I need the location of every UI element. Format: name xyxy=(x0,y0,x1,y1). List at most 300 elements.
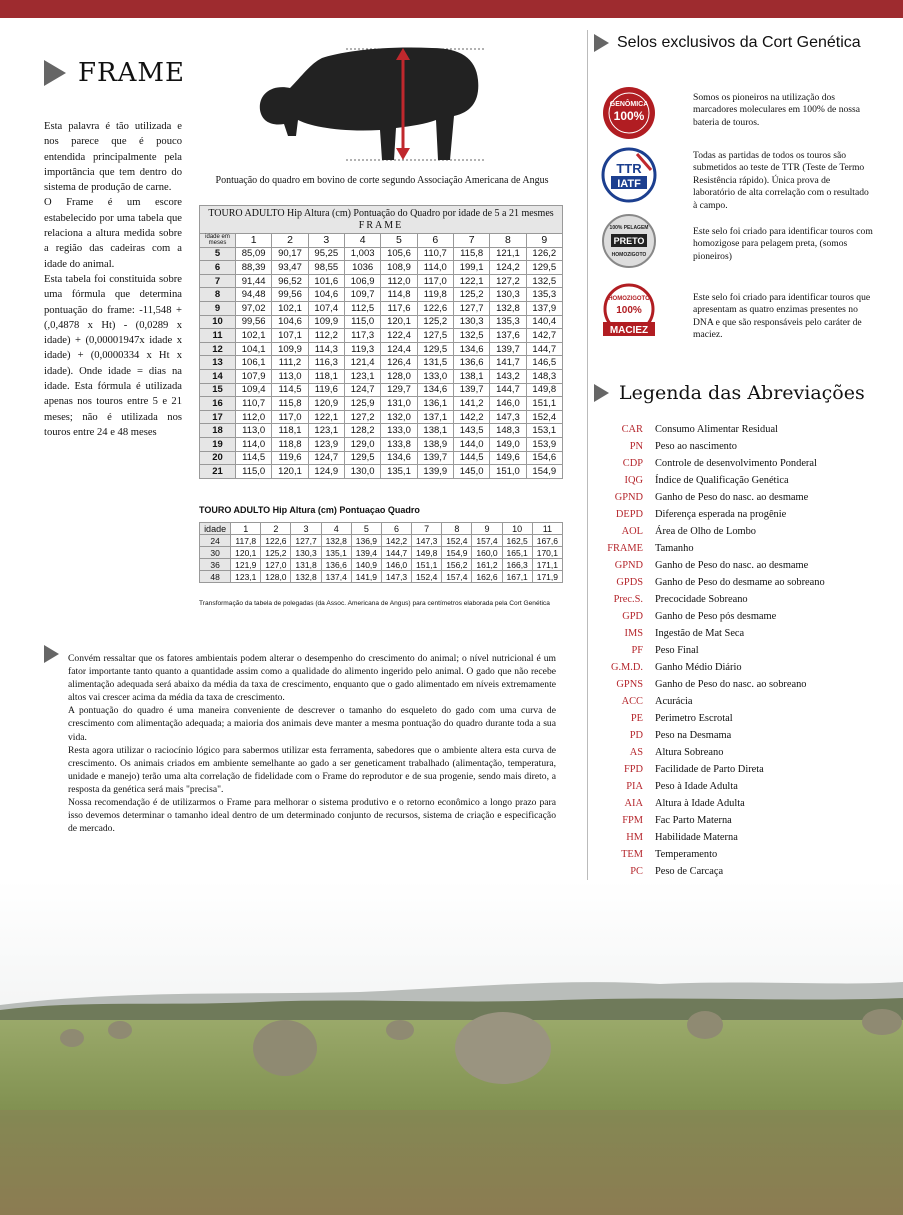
height-cell: 117,0 xyxy=(272,410,308,424)
legend-abbreviation: PIA xyxy=(626,781,643,792)
age-cell: 20 xyxy=(200,451,236,465)
table-row xyxy=(200,465,563,479)
frame-score-header: 3 xyxy=(291,523,321,535)
legend-item xyxy=(590,829,890,846)
table-row xyxy=(200,437,563,451)
legend-item xyxy=(590,778,890,795)
frame-score-header: 6 xyxy=(417,234,453,248)
height-cell: 137,6 xyxy=(490,329,526,343)
height-cell: 99,56 xyxy=(236,315,272,329)
legend-abbreviation: DEPD xyxy=(615,509,643,520)
height-cell: 107,9 xyxy=(236,369,272,383)
age-cell: 12 xyxy=(200,342,236,356)
height-cell: 124,9 xyxy=(308,465,344,479)
table-row xyxy=(200,315,563,329)
table-row xyxy=(200,571,563,583)
height-cell: 109,9 xyxy=(272,342,308,356)
legend-item xyxy=(590,659,890,676)
table1-subtitle: FRAME xyxy=(358,220,404,231)
seal-description: Todas as partidas de todos os touros são submetidos ao teste de TTR (Teste de Termo Resistência rápido). Única prova de laboratório de alta correlação com o resultado à campo. xyxy=(693,150,869,211)
height-cell: 98,55 xyxy=(308,261,344,275)
legend-description: Consumo Alimentar Residual xyxy=(655,424,778,435)
age-cell: 21 xyxy=(200,465,236,479)
height-cell: 132,0 xyxy=(381,410,417,424)
height-cell: 123,1 xyxy=(344,369,380,383)
legend-abbreviation: HM xyxy=(626,832,643,843)
legend-description: Peso na Desmama xyxy=(655,730,732,741)
height-cell: 135,1 xyxy=(381,465,417,479)
height-cell: 120,1 xyxy=(231,547,261,559)
selos-heading xyxy=(594,34,861,52)
height-cell: 130,0 xyxy=(344,465,380,479)
height-cell: 122,6 xyxy=(261,535,291,547)
seal-top-text: TTR xyxy=(616,161,642,176)
age-cell: 15 xyxy=(200,383,236,397)
height-cell: 122,6 xyxy=(417,301,453,315)
age-cell: 19 xyxy=(200,437,236,451)
legend-abbreviation: FPM xyxy=(622,815,643,826)
height-cell: 117,6 xyxy=(381,301,417,315)
height-cell: 119,6 xyxy=(308,383,344,397)
height-cell: 1,003 xyxy=(344,247,380,261)
seal-main-text: 100% xyxy=(616,305,642,316)
height-cell: 139,7 xyxy=(490,342,526,356)
height-cell: 152,4 xyxy=(526,410,562,424)
height-cell: 115,8 xyxy=(272,397,308,411)
legenda-list xyxy=(590,421,890,914)
height-cell: 133,0 xyxy=(417,369,453,383)
table-row xyxy=(200,356,563,370)
legend-description: Área de Olho de Lombo xyxy=(655,526,756,537)
height-cell: 137,9 xyxy=(526,301,562,315)
height-cell: 123,9 xyxy=(308,437,344,451)
legend-abbreviation: FRAME xyxy=(607,543,643,554)
legend-abbreviation: GPND xyxy=(614,560,643,571)
age-cell: 9 xyxy=(200,301,236,315)
table-row xyxy=(200,301,563,315)
height-cell: 119,6 xyxy=(272,451,308,465)
triangle-bullet-icon xyxy=(594,384,609,402)
height-cell: 125,2 xyxy=(261,547,291,559)
height-cell: 124,2 xyxy=(490,261,526,275)
height-cell: 108,9 xyxy=(381,261,417,275)
height-cell: 161,2 xyxy=(472,559,502,571)
height-cell: 134,6 xyxy=(453,342,489,356)
legend-item xyxy=(590,863,890,880)
height-cell: 124,7 xyxy=(344,383,380,397)
legend-description: Peso à Idade Adulta xyxy=(655,781,738,792)
age-cell: 6 xyxy=(200,261,236,275)
height-cell: 144,0 xyxy=(453,437,489,451)
legend-item xyxy=(590,727,890,744)
height-cell: 97,02 xyxy=(236,301,272,315)
body-paragraph: Nossa recomendação é de utilizarmos o Frame para melhorar o sistema produtivo e o retorno econômico a longo prazo para isso devemos determinar o tamanho ideal dentro de um determinado conjunto de recursos, sistema de criação e especificação de mercado. xyxy=(68,797,556,835)
height-cell: 127,2 xyxy=(344,410,380,424)
height-cell: 112,0 xyxy=(381,274,417,288)
height-cell: 127,7 xyxy=(291,535,321,547)
age-cell: 5 xyxy=(200,247,236,261)
height-cell: 147,3 xyxy=(412,535,442,547)
age-cell: 30 xyxy=(200,547,231,559)
height-cell: 109,4 xyxy=(236,383,272,397)
table-row xyxy=(200,547,563,559)
height-cell: 135,1 xyxy=(321,547,351,559)
legend-description: Ganho de Peso do nasc. ao sobreano xyxy=(655,679,807,690)
height-cell: 114,8 xyxy=(381,288,417,302)
legend-abbreviation: GPD xyxy=(622,611,643,622)
legend-description: Precocidade Sobreano xyxy=(655,594,748,605)
frame-score-header: 8 xyxy=(442,523,472,535)
frame-score-header: 8 xyxy=(490,234,526,248)
height-cell: 116,3 xyxy=(308,356,344,370)
legend-description: Índice de Qualificação Genética xyxy=(655,475,789,486)
cow-silhouette-icon xyxy=(250,36,490,171)
height-cell: 95,25 xyxy=(308,247,344,261)
height-cell: 138,1 xyxy=(417,424,453,438)
legend-item xyxy=(590,421,890,438)
legend-item xyxy=(590,574,890,591)
table2-note: Transformação da tabela de polegadas (da Assoc. Americana de Angus) para centímetros elaborada pela Cort Genética xyxy=(199,600,550,607)
legend-description: Diferença esperada na progênie xyxy=(655,509,787,520)
frame-score-header: 10 xyxy=(502,523,532,535)
height-cell: 88,39 xyxy=(236,261,272,275)
legenda-heading xyxy=(594,382,865,404)
frame-score-header: 5 xyxy=(351,523,381,535)
height-cell: 129,7 xyxy=(381,383,417,397)
height-cell: 104,1 xyxy=(236,342,272,356)
body-paragraph: A pontuação do quadro é uma maneira conveniente de descrever o tamanho do esqueleto do gado com uma curva de crescimento com alimentação adequada; a maioria dos animais deve manter a mesma pontuação do quadro durante toda a sua vida. xyxy=(68,705,556,743)
legend-description: Peso de Carcaça xyxy=(655,866,724,877)
legend-abbreviation: PN xyxy=(629,441,643,452)
height-cell: 129,5 xyxy=(344,451,380,465)
legend-item xyxy=(590,540,890,557)
frame-score-header: 5 xyxy=(381,234,417,248)
table-row xyxy=(200,535,563,547)
height-cell: 136,9 xyxy=(351,535,381,547)
height-cell: 151,1 xyxy=(526,397,562,411)
height-cell: 128,0 xyxy=(381,369,417,383)
height-cell: 149,8 xyxy=(412,547,442,559)
legend-item xyxy=(590,676,890,693)
seal-bottom-text: MACIEZ xyxy=(609,325,649,336)
height-cell: 126,4 xyxy=(381,356,417,370)
height-cell: 144,7 xyxy=(526,342,562,356)
height-cell: 114,0 xyxy=(236,437,272,451)
height-cell: 142,2 xyxy=(453,410,489,424)
legend-item xyxy=(590,557,890,574)
height-cell: 111,2 xyxy=(272,356,308,370)
height-cell: 143,5 xyxy=(453,424,489,438)
height-cell: 140,4 xyxy=(526,315,562,329)
legend-description: Altura à Idade Adulta xyxy=(655,798,745,809)
height-cell: 141,9 xyxy=(351,571,381,583)
hay-field-photo xyxy=(0,880,903,1215)
height-cell: 167,6 xyxy=(532,535,562,547)
height-cell: 112,2 xyxy=(308,329,344,343)
age-cell: 8 xyxy=(200,288,236,302)
legend-item xyxy=(590,625,890,642)
height-cell: 135,3 xyxy=(526,288,562,302)
height-cell: 115,0 xyxy=(236,465,272,479)
height-cell: 123,1 xyxy=(308,424,344,438)
frame-score-header: 11 xyxy=(532,523,562,535)
legend-item xyxy=(590,795,890,812)
height-cell: 125,2 xyxy=(453,288,489,302)
height-cell: 94,48 xyxy=(236,288,272,302)
legend-abbreviation: CDP xyxy=(622,458,643,469)
height-cell: 139,7 xyxy=(417,451,453,465)
legend-abbreviation: AS xyxy=(629,747,643,758)
height-cell: 104,6 xyxy=(272,315,308,329)
height-cell: 154,9 xyxy=(442,547,472,559)
triangle-bullet-icon xyxy=(594,34,609,52)
height-cell: 129,5 xyxy=(417,342,453,356)
seal-main-text: IATF xyxy=(617,178,641,190)
height-cell: 134,6 xyxy=(381,451,417,465)
triangle-bullet-icon xyxy=(44,60,66,86)
frame-score-header: 2 xyxy=(272,234,308,248)
legend-description: Fac Parto Materna xyxy=(655,815,732,826)
height-cell: 162,5 xyxy=(502,535,532,547)
genomica-seal-icon xyxy=(597,84,661,142)
frame-intro xyxy=(44,119,182,440)
frame-score-header: 9 xyxy=(526,234,562,248)
height-cell: 126,2 xyxy=(526,247,562,261)
height-cell: 130,3 xyxy=(453,315,489,329)
height-cell: 110,7 xyxy=(236,397,272,411)
height-cell: 133,8 xyxy=(381,437,417,451)
height-cell: 171,1 xyxy=(532,559,562,571)
legend-item xyxy=(590,761,890,778)
seal-description: Este selo foi criado para identificar touros com homozigose para pelagem preta, (somos pioneiros) xyxy=(693,226,873,262)
height-cell: 147,3 xyxy=(381,571,411,583)
frame-score-header: 4 xyxy=(344,234,380,248)
height-cell: 134,6 xyxy=(417,383,453,397)
height-cell: 139,9 xyxy=(417,465,453,479)
legend-item xyxy=(590,846,890,863)
top-color-bar xyxy=(0,0,903,18)
seal-main-text: 100% xyxy=(613,109,645,123)
height-cell: 120,9 xyxy=(308,397,344,411)
height-cell: 124,4 xyxy=(381,342,417,356)
legend-description: Ganho de Peso pós desmame xyxy=(655,611,777,622)
age-cell: 17 xyxy=(200,410,236,424)
height-cell: 125,2 xyxy=(417,315,453,329)
height-cell: 121,9 xyxy=(231,559,261,571)
intro-paragraph: Esta palavra é tão utilizada e nos parece que é pouco entendida principalmente pela importância que tem dentro do sistema de produção de carne. xyxy=(44,121,182,194)
height-cell: 104,6 xyxy=(308,288,344,302)
table-row xyxy=(200,559,563,571)
height-cell: 141,7 xyxy=(490,356,526,370)
height-cell: 157,4 xyxy=(472,535,502,547)
seal-main-text: PRETO xyxy=(613,236,645,246)
legend-abbreviation: GPNS xyxy=(616,679,643,690)
height-cell: 141,2 xyxy=(453,397,489,411)
height-cell: 153,1 xyxy=(526,424,562,438)
legend-abbreviation: AOL xyxy=(621,526,643,537)
height-cell: 149,8 xyxy=(526,383,562,397)
height-cell: 146,0 xyxy=(490,397,526,411)
legenda-title: Legenda das Abreviações xyxy=(619,382,865,404)
age-cell: 10 xyxy=(200,315,236,329)
legend-abbreviation: Prec.S. xyxy=(613,594,643,605)
age-cell: 13 xyxy=(200,356,236,370)
table-row xyxy=(200,274,563,288)
height-cell: 128,0 xyxy=(261,571,291,583)
height-cell: 146,0 xyxy=(381,559,411,571)
legend-item xyxy=(590,710,890,727)
height-cell: 151,0 xyxy=(490,465,526,479)
height-cell: 110,7 xyxy=(417,247,453,261)
height-cell: 114,0 xyxy=(417,261,453,275)
height-cell: 139,4 xyxy=(351,547,381,559)
height-cell: 154,9 xyxy=(526,465,562,479)
ttr-iatf-seal-icon xyxy=(597,146,661,204)
height-cell: 156,2 xyxy=(442,559,472,571)
legend-description: Peso Final xyxy=(655,645,699,656)
height-cell: 130,3 xyxy=(490,288,526,302)
table1-caption xyxy=(199,205,563,233)
frame-table-adult xyxy=(199,522,563,583)
height-cell: 199,1 xyxy=(453,261,489,275)
height-cell: 122,1 xyxy=(308,410,344,424)
height-cell: 131,5 xyxy=(417,356,453,370)
table-row xyxy=(200,369,563,383)
height-cell: 118,8 xyxy=(272,437,308,451)
height-cell: 107,1 xyxy=(272,329,308,343)
legend-item xyxy=(590,642,890,659)
height-cell: 114,3 xyxy=(308,342,344,356)
table-row xyxy=(200,424,563,438)
legend-item xyxy=(590,744,890,761)
intro-paragraph: O Frame é um escore estabelecido por uma tabela que relaciona a altura medida sobre a região das cadeiras com a idade do animal. xyxy=(44,197,182,270)
legend-item xyxy=(590,523,890,540)
height-cell: 127,2 xyxy=(490,274,526,288)
height-cell: 115,8 xyxy=(453,247,489,261)
table-row xyxy=(200,288,563,302)
height-cell: 117,8 xyxy=(231,535,261,547)
age-cell: 18 xyxy=(200,424,236,438)
height-cell: 146,5 xyxy=(526,356,562,370)
height-cell: 122,1 xyxy=(453,274,489,288)
legend-description: Controle de desenvolvimento Ponderal xyxy=(655,458,817,469)
height-cell: 152,4 xyxy=(412,571,442,583)
height-cell: 136,1 xyxy=(417,397,453,411)
height-cell: 145,0 xyxy=(453,465,489,479)
frame-score-header: 7 xyxy=(412,523,442,535)
height-cell: 142,7 xyxy=(526,329,562,343)
height-cell: 102,1 xyxy=(272,301,308,315)
legend-description: Temperamento xyxy=(655,849,718,860)
frame-score-header: 1 xyxy=(236,234,272,248)
height-cell: 132,8 xyxy=(321,535,351,547)
legend-abbreviation: PE xyxy=(630,713,643,724)
legend-abbreviation: PD xyxy=(629,730,643,741)
legend-description: Acurácia xyxy=(655,696,693,707)
height-cell: 99,56 xyxy=(272,288,308,302)
height-cell: 123,1 xyxy=(231,571,261,583)
height-cell: 102,1 xyxy=(236,329,272,343)
height-cell: 149,0 xyxy=(490,437,526,451)
height-cell: 157,4 xyxy=(442,571,472,583)
legend-item xyxy=(590,812,890,829)
age-cell: 48 xyxy=(200,571,231,583)
seal-bottom-text: HOMOZIGOTO xyxy=(611,252,647,258)
height-cell: 138,1 xyxy=(453,369,489,383)
height-cell: 107,4 xyxy=(308,301,344,315)
legend-item xyxy=(590,693,890,710)
legend-item xyxy=(590,455,890,472)
height-cell: 122,4 xyxy=(381,329,417,343)
legend-item xyxy=(590,489,890,506)
maciez-seal-icon xyxy=(597,282,661,340)
frame-score-header: 4 xyxy=(321,523,351,535)
legend-item xyxy=(590,506,890,523)
age-column-header: idade em meses xyxy=(200,234,236,248)
height-cell: 114,5 xyxy=(272,383,308,397)
height-cell: 127,5 xyxy=(417,329,453,343)
height-cell: 132,5 xyxy=(526,274,562,288)
height-cell: 85,09 xyxy=(236,247,272,261)
height-cell: 96,52 xyxy=(272,274,308,288)
height-cell: 109,9 xyxy=(308,315,344,329)
height-cell: 91,44 xyxy=(236,274,272,288)
legend-description: Altura Sobreano xyxy=(655,747,724,758)
height-cell: 151,1 xyxy=(412,559,442,571)
height-cell: 105,6 xyxy=(381,247,417,261)
legend-abbreviation: FPD xyxy=(623,764,643,775)
pelagem-preto-seal-icon xyxy=(597,212,661,270)
height-cell: 114,5 xyxy=(236,451,272,465)
legend-description: Facilidade de Parto Direta xyxy=(655,764,764,775)
frame-score-header: 1 xyxy=(231,523,261,535)
height-cell: 144,5 xyxy=(453,451,489,465)
cow-caption: Pontuação do quadro em bovino de corte segundo Associação Americana de Angus xyxy=(215,175,549,186)
legend-abbreviation: CAR xyxy=(621,424,643,435)
legend-item xyxy=(590,472,890,489)
height-cell: 132,8 xyxy=(291,571,321,583)
legend-abbreviation: ACC xyxy=(621,696,643,707)
height-cell: 101,6 xyxy=(308,274,344,288)
frame-score-header: 7 xyxy=(453,234,489,248)
table-row xyxy=(200,247,563,261)
legend-abbreviation: AIA xyxy=(624,798,643,809)
frame-body-text xyxy=(68,652,556,835)
legend-item xyxy=(590,608,890,625)
height-cell: 90,17 xyxy=(272,247,308,261)
height-cell: 147,3 xyxy=(490,410,526,424)
age-cell: 14 xyxy=(200,369,236,383)
seal-top-text: HOMOZIGOTO xyxy=(608,296,650,302)
legend-description: Ganho de Peso do nasc. ao desmame xyxy=(655,492,809,503)
height-cell: 148,3 xyxy=(490,424,526,438)
frame-table-young xyxy=(199,205,563,479)
height-cell: 113,0 xyxy=(272,369,308,383)
height-cell: 160,0 xyxy=(472,547,502,559)
intro-paragraph: Esta tabela foi constituida sobre uma fórmula que determina pontuação do frame: -11,548 + (,0,4878 x Ht) - (0,0289 x idade) + (0,00001947x idade x idade) + (0,0000334 x Ht x idade). Onde idade = dias na idade. Esta fórmula é utilizada apenas nos touros entre 5 e 21 meses; não é utilizada nos touros entre 24 e 48 meses xyxy=(44,273,182,438)
seal-top-text: 100% PELAGEM xyxy=(609,225,649,231)
height-cell: 166,3 xyxy=(502,559,532,571)
height-cell: 121,1 xyxy=(490,247,526,261)
legend-description: Ganho Médio Diário xyxy=(655,662,742,673)
age-cell: 11 xyxy=(200,329,236,343)
height-cell: 112,0 xyxy=(236,410,272,424)
triangle-bullet-icon xyxy=(44,645,59,663)
height-cell: 127,7 xyxy=(453,301,489,315)
selos-title: Selos exclusivos da Cort Genética xyxy=(617,34,861,51)
height-cell: 121,4 xyxy=(344,356,380,370)
height-cell: 142,2 xyxy=(381,535,411,547)
